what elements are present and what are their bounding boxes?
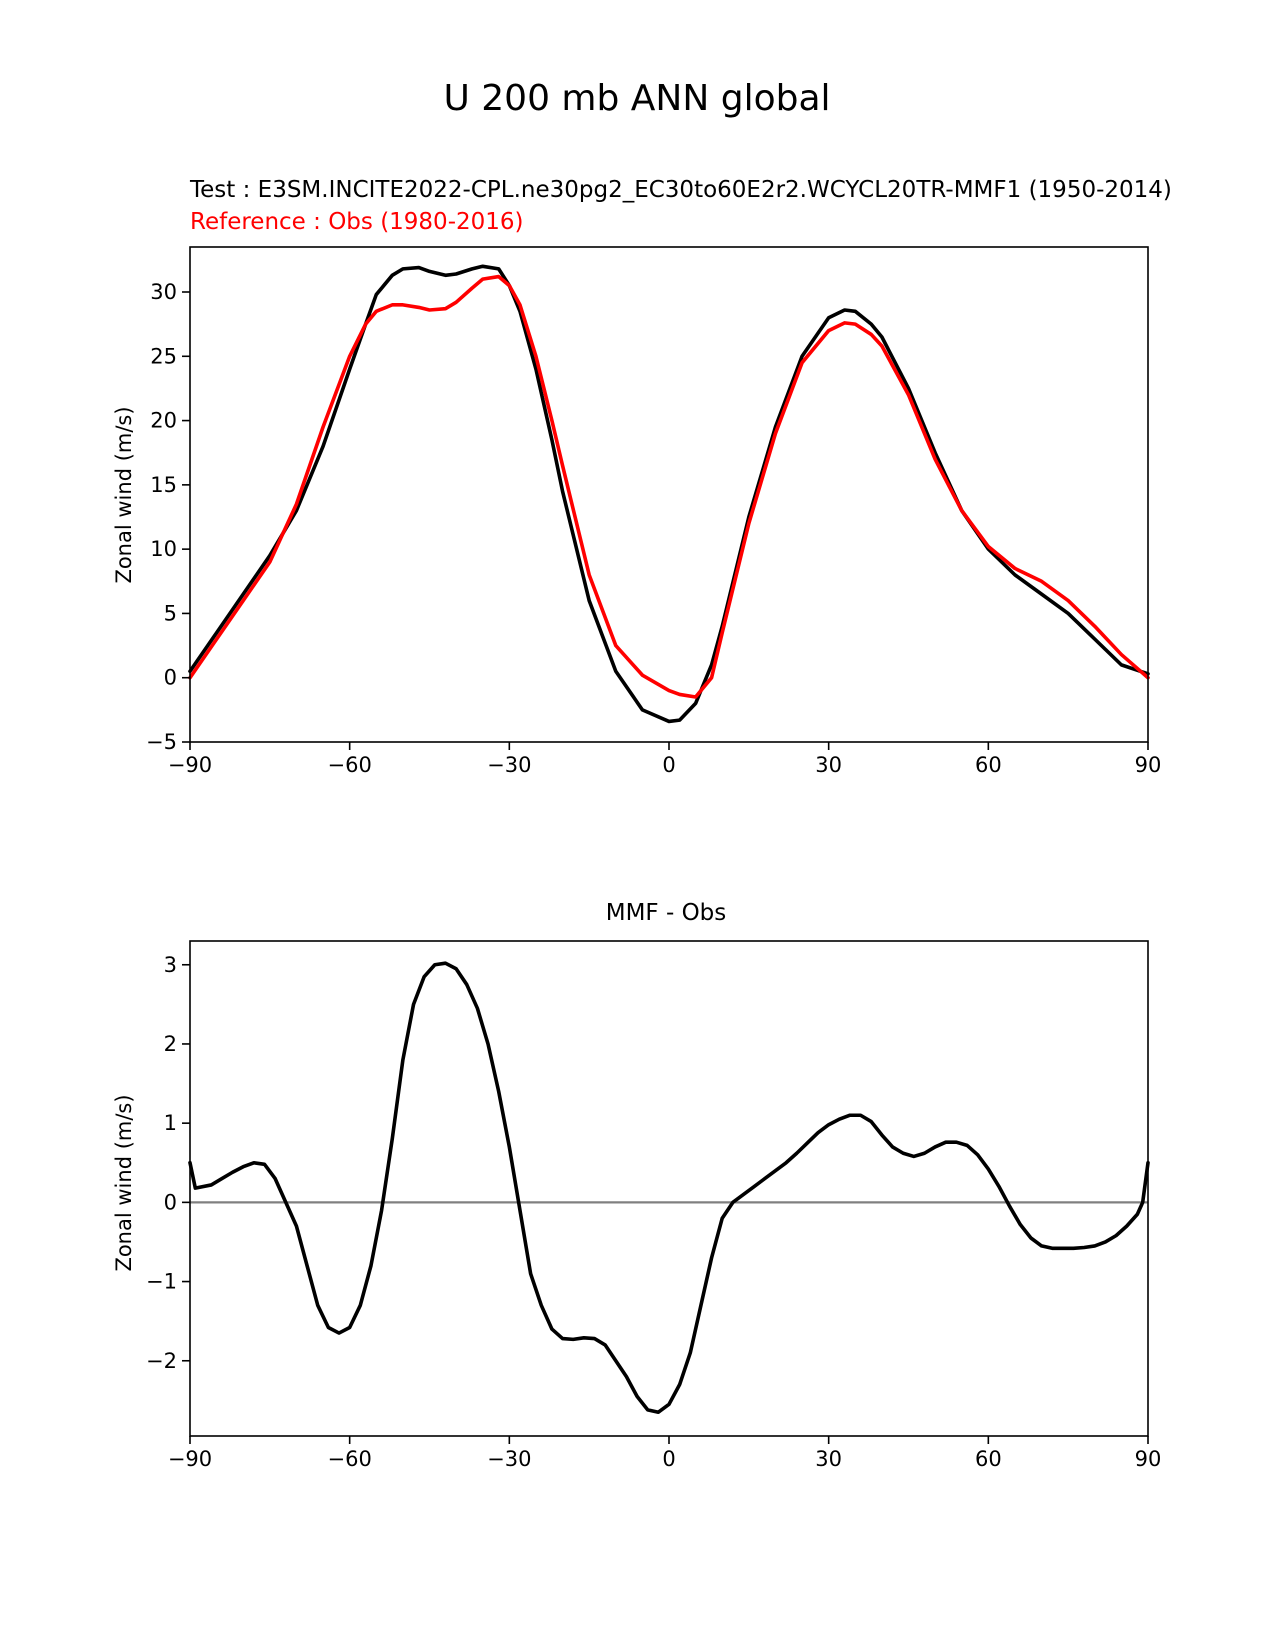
top-xtick-label: −60 xyxy=(327,753,372,777)
top-series-reference xyxy=(190,277,1148,697)
bottom-ytick-label: 0 xyxy=(163,1190,177,1215)
bottom-xtick-label: 30 xyxy=(815,1447,843,1471)
top-xtick-label: −90 xyxy=(167,753,213,777)
bottom-axes-frame xyxy=(190,941,1148,1436)
bottom-series-diff xyxy=(190,963,1148,1412)
top-ytick-label: 5 xyxy=(163,601,177,626)
bottom-ytick-label: −2 xyxy=(146,1348,177,1373)
panel-top xyxy=(112,177,1172,777)
bottom-ytick-label: 3 xyxy=(163,952,177,977)
top-ytick-label: 10 xyxy=(150,537,177,562)
bottom-xtick-label: −30 xyxy=(487,1447,532,1471)
ylabel-top: Zonal wind (m/s) xyxy=(112,406,136,584)
ylabel-bottom: Zonal wind (m/s) xyxy=(112,1094,136,1272)
top-series-test xyxy=(190,266,1148,721)
bottom-ytick-label: −1 xyxy=(146,1269,177,1294)
top-xtick-label: 60 xyxy=(974,753,1002,777)
plot-area-top xyxy=(146,247,1161,777)
bottom-ytick-label: 2 xyxy=(163,1031,177,1056)
panel-bottom xyxy=(112,900,1161,1471)
bottom-xtick-label: 90 xyxy=(1134,1447,1162,1471)
top-xtick-label: −30 xyxy=(487,753,532,777)
top-xtick-label: 0 xyxy=(662,753,676,777)
bottom-ytick-label: 1 xyxy=(163,1111,177,1136)
bottom-xtick-label: 60 xyxy=(974,1447,1002,1471)
bottom-xtick-label: −60 xyxy=(327,1447,372,1471)
top-ytick-label: 15 xyxy=(150,472,177,497)
top-ytick-label: −5 xyxy=(146,730,177,754)
top-xtick-label: 90 xyxy=(1134,753,1162,777)
top-xtick-label: 30 xyxy=(815,753,843,777)
top-ytick-label: 20 xyxy=(150,408,177,433)
top-ytick-label: 0 xyxy=(163,665,177,690)
plot-area-bottom xyxy=(146,941,1161,1471)
bottom-xtick-label: 0 xyxy=(662,1447,676,1471)
test-label: Test : E3SM.INCITE2022-CPL.ne30pg2_EC30to60E2r2.WCYCL20TR-MMF1 (1950-2014) xyxy=(190,177,1172,203)
bottom-xtick-label: −90 xyxy=(167,1447,213,1471)
top-ytick-label: 30 xyxy=(150,280,177,304)
diff-title: MMF - Obs xyxy=(605,900,727,926)
figure-title: U 200 mb ANN global xyxy=(443,78,831,119)
top-axes-frame xyxy=(190,247,1148,742)
top-ytick-label: 25 xyxy=(150,344,177,369)
reference-label: Reference : Obs (1980-2016) xyxy=(190,209,524,235)
